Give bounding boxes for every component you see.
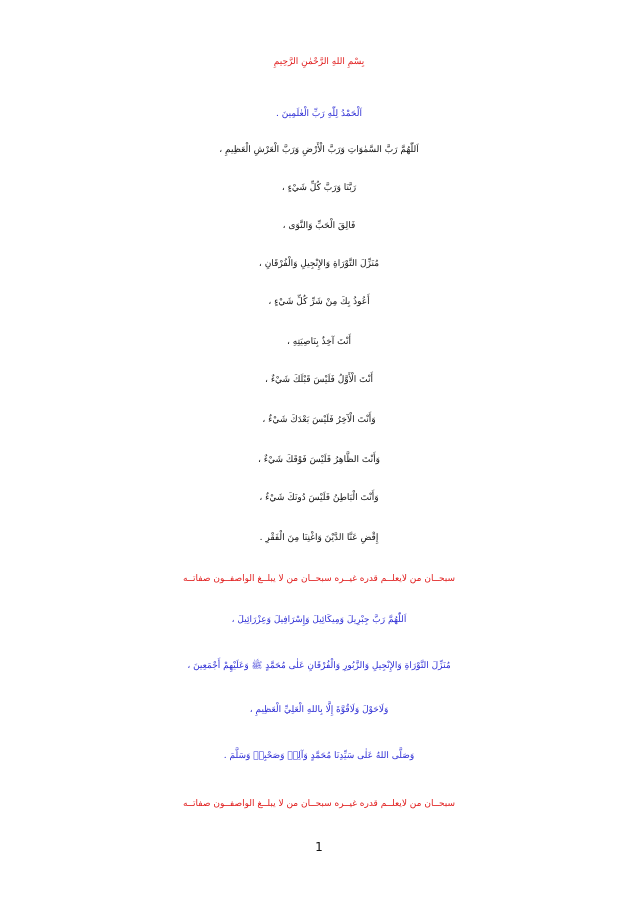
divider-text: سبحــان من لايعلــم قدره غيــره سبحــان من لا يبلــغ الواصفــون صفاتــه <box>182 574 456 584</box>
dua-line: وَأَنْتَ الْبَاطِنُ فَلَيْسَ دُونَكَ شَيْءٌ ، <box>259 493 379 503</box>
blue-dua-line: وَصَلَّى اللهُ عَلٰى سَيِّدِنَا مُحَمَّدٍ وَآلِهٖ وَصَحْبِهٖ وَسَلَّمَ . <box>223 751 415 761</box>
blue-dua-line: وَلَاحَوْلَ وَلَاقُوَّةَ إِلَّا بِاللهِ الْعَلِيِّ الْعَظِيمِ ، <box>249 705 389 715</box>
dua-line: أَنْتَ الْأَوَّلُ فَلَيْسَ قَبْلَكَ شَيْءٌ ، <box>265 375 373 385</box>
divider-text: سبحــان من لايعلــم قدره غيــره سبحــان من لا يبلــغ الواصفــون صفاتــه <box>182 799 456 809</box>
dua-line: وَأَنْتَ الْآخِرُ فَلَيْسَ بَعْدَكَ شَيْءٌ ، <box>262 415 376 425</box>
page-number: 1 <box>315 840 323 854</box>
dua-line: وَأَنْتَ الظَّاهِرُ فَلَيْسَ فَوْقَكَ شَيْءٌ ، <box>257 455 381 465</box>
dua-line: أَعُوذُ بِكَ مِنْ شَرِّ كُلِّ شَيْءٍ ، <box>268 297 370 307</box>
dua-line: اَللّٰهُمَّ رَبَّ السَّمٰوَاتِ وَرَبَّ الْأَرْضِ وَرَبَّ الْعَرْشِ الْعَظِيمِ ، <box>219 145 419 155</box>
hamd-line: اَلْحَمْدُ لِلّٰهِ رَبِّ الْعٰلَمِينَ . <box>276 109 362 119</box>
dua-line: مُنَزِّلَ التَّوْرَاةِ وَالإِنْجِيلِ وَالْفُرْقَانِ ، <box>258 259 380 269</box>
blue-dua-line: اَللّٰهُمَّ رَبَّ جِبْرِيلَ وَمِيكَائِيلَ وَإِسْرَافِيلَ وَعِزْرَائِيلَ ، <box>231 615 407 625</box>
dua-line: أَنْتَ آخِذٌ بِنَاصِيَتِهِ ، <box>287 337 351 347</box>
dua-line: فَالِقَ الْحَبِّ وَالنَّوَى ، <box>282 221 356 231</box>
dua-line: رَبَّنَا وَرَبَّ كُلِّ شَيْءٍ ، <box>281 183 357 193</box>
blue-dua-line: مُنَزِّلَ التَّوْرَاةِ وَالإِنْجِيلِ وَالزَّبُورِ وَالْفُرْقَانِ عَلٰى مُحَمَّدٍ ﷺ وَعَلَيْهِمْ أَجْمَعِينَ ، <box>187 661 451 671</box>
basmala: بِسْمِ اللهِ الرَّحْمٰنِ الرَّحِيمِ <box>273 57 365 67</box>
dua-line: إِقْضِ عَنَّا الدَّيْنَ وَاغْنِنَا مِنَ الْفَقْرِ . <box>259 533 379 543</box>
